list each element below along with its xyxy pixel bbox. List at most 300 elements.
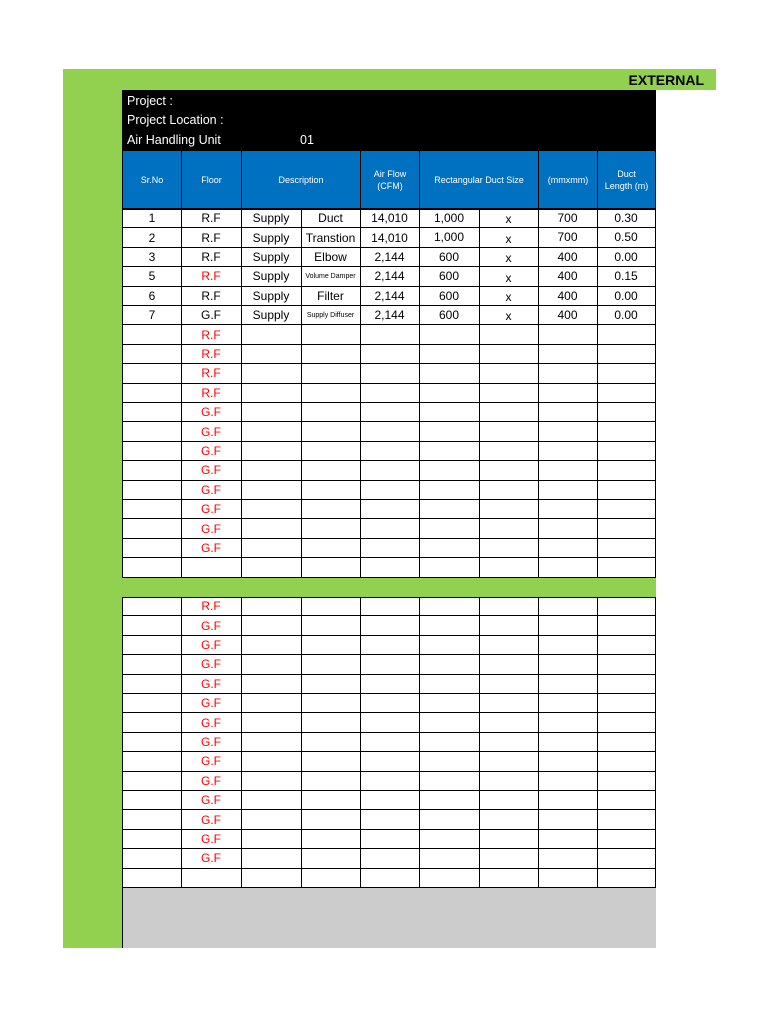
cell-floor[interactable]: G.F (181, 500, 242, 519)
cell-type[interactable] (241, 345, 302, 364)
cell-len[interactable] (597, 481, 656, 500)
cell-floor[interactable]: R.F (181, 597, 242, 616)
cell-len[interactable] (597, 403, 656, 422)
cell-floor[interactable]: G.F (181, 539, 242, 558)
cell-h[interactable] (538, 345, 598, 364)
cell-cfm[interactable]: 14,010 (360, 209, 420, 228)
cell-desc[interactable] (301, 772, 361, 791)
cell-sr[interactable] (122, 869, 182, 888)
cell-cfm[interactable] (360, 713, 420, 732)
cell-type[interactable] (241, 791, 302, 810)
cell-h[interactable] (538, 597, 598, 616)
cell-w[interactable] (419, 345, 480, 364)
cell-w[interactable]: 600 (419, 306, 480, 325)
cell-w[interactable] (419, 810, 480, 829)
cell-cfm[interactable] (360, 830, 420, 849)
cell-desc[interactable] (301, 636, 361, 655)
cell-h[interactable] (538, 422, 598, 441)
cell-x[interactable] (479, 694, 539, 713)
cell-x[interactable] (479, 422, 539, 441)
cell-floor[interactable]: R.F (181, 345, 242, 364)
cell-x[interactable] (479, 791, 539, 810)
cell-sr[interactable] (122, 481, 182, 500)
cell-sr[interactable]: 2 (122, 228, 182, 247)
cell-type[interactable] (241, 364, 302, 383)
cell-h[interactable] (538, 655, 598, 674)
cell-desc[interactable] (301, 849, 361, 868)
cell-floor[interactable]: G.F (181, 772, 242, 791)
cell-x[interactable]: x (479, 306, 539, 325)
cell-desc[interactable] (301, 461, 361, 480)
cell-h[interactable] (538, 869, 598, 888)
cell-cfm[interactable] (360, 772, 420, 791)
cell-len[interactable]: 0.00 (597, 306, 656, 325)
cell-type[interactable]: Supply (241, 228, 302, 247)
cell-h[interactable] (538, 713, 598, 732)
cell-x[interactable] (479, 752, 539, 771)
cell-type[interactable] (241, 810, 302, 829)
cell-cfm[interactable] (360, 500, 420, 519)
cell-type[interactable] (241, 384, 302, 403)
cell-len[interactable] (597, 325, 656, 344)
cell-w[interactable]: 600 (419, 248, 480, 267)
cell-type[interactable] (241, 597, 302, 616)
cell-floor[interactable]: G.F (181, 791, 242, 810)
cell-cfm[interactable]: 2,144 (360, 287, 420, 306)
cell-len[interactable] (597, 869, 656, 888)
cell-cfm[interactable]: 2,144 (360, 306, 420, 325)
cell-len[interactable] (597, 713, 656, 732)
cell-cfm[interactable] (360, 752, 420, 771)
cell-len[interactable]: 0.15 (597, 267, 656, 286)
cell-type[interactable]: Supply (241, 248, 302, 267)
cell-floor[interactable]: G.F (181, 403, 242, 422)
cell-h[interactable]: 700 (538, 209, 598, 228)
cell-floor[interactable] (181, 558, 242, 577)
cell-h[interactable] (538, 325, 598, 344)
cell-w[interactable] (419, 325, 480, 344)
cell-sr[interactable]: 5 (122, 267, 182, 286)
cell-desc[interactable] (301, 519, 361, 538)
cell-w[interactable]: 1,000 (419, 228, 480, 247)
cell-x[interactable] (479, 636, 539, 655)
cell-w[interactable] (419, 675, 480, 694)
cell-desc[interactable] (301, 500, 361, 519)
cell-x[interactable] (479, 830, 539, 849)
cell-type[interactable] (241, 539, 302, 558)
cell-w[interactable] (419, 558, 480, 577)
cell-h[interactable] (538, 616, 598, 635)
cell-desc[interactable] (301, 345, 361, 364)
cell-h[interactable]: 400 (538, 306, 598, 325)
cell-sr[interactable] (122, 422, 182, 441)
cell-h[interactable] (538, 849, 598, 868)
cell-floor[interactable] (181, 869, 242, 888)
cell-desc[interactable]: Supply Diffuser (301, 306, 361, 325)
cell-h[interactable] (538, 675, 598, 694)
cell-x[interactable] (479, 442, 539, 461)
cell-w[interactable] (419, 849, 480, 868)
cell-h[interactable] (538, 772, 598, 791)
cell-type[interactable] (241, 655, 302, 674)
cell-x[interactable] (479, 849, 539, 868)
cell-floor[interactable]: G.F (181, 830, 242, 849)
cell-cfm[interactable] (360, 442, 420, 461)
cell-len[interactable] (597, 772, 656, 791)
cell-len[interactable] (597, 422, 656, 441)
cell-sr[interactable] (122, 733, 182, 752)
cell-type[interactable] (241, 616, 302, 635)
cell-h[interactable] (538, 810, 598, 829)
cell-desc[interactable]: Volume Damper (301, 267, 361, 286)
cell-cfm[interactable] (360, 364, 420, 383)
cell-floor[interactable]: R.F (181, 267, 242, 286)
cell-floor[interactable]: G.F (181, 306, 242, 325)
cell-floor[interactable]: R.F (181, 364, 242, 383)
cell-x[interactable] (479, 655, 539, 674)
cell-cfm[interactable] (360, 597, 420, 616)
cell-desc[interactable] (301, 481, 361, 500)
cell-x[interactable]: x (479, 209, 539, 228)
cell-sr[interactable] (122, 597, 182, 616)
cell-floor[interactable]: G.F (181, 733, 242, 752)
cell-floor[interactable]: R.F (181, 384, 242, 403)
cell-x[interactable]: x (479, 267, 539, 286)
cell-desc[interactable]: Duct (301, 209, 361, 228)
cell-cfm[interactable] (360, 519, 420, 538)
cell-floor[interactable]: G.F (181, 519, 242, 538)
cell-sr[interactable]: 6 (122, 287, 182, 306)
cell-cfm[interactable] (360, 869, 420, 888)
cell-len[interactable] (597, 694, 656, 713)
cell-h[interactable] (538, 364, 598, 383)
cell-w[interactable] (419, 384, 480, 403)
cell-sr[interactable] (122, 713, 182, 732)
cell-len[interactable] (597, 616, 656, 635)
cell-len[interactable] (597, 597, 656, 616)
cell-desc[interactable]: Transtion (301, 228, 361, 247)
cell-x[interactable] (479, 733, 539, 752)
cell-desc[interactable] (301, 713, 361, 732)
cell-len[interactable] (597, 636, 656, 655)
cell-floor[interactable]: G.F (181, 752, 242, 771)
cell-floor[interactable]: R.F (181, 248, 242, 267)
cell-type[interactable]: Supply (241, 306, 302, 325)
cell-type[interactable] (241, 849, 302, 868)
cell-sr[interactable] (122, 442, 182, 461)
cell-len[interactable] (597, 830, 656, 849)
cell-w[interactable] (419, 481, 480, 500)
cell-type[interactable] (241, 869, 302, 888)
cell-cfm[interactable] (360, 849, 420, 868)
cell-floor[interactable]: R.F (181, 209, 242, 228)
cell-h[interactable]: 400 (538, 287, 598, 306)
cell-len[interactable] (597, 752, 656, 771)
cell-w[interactable] (419, 597, 480, 616)
cell-h[interactable] (538, 500, 598, 519)
cell-w[interactable] (419, 791, 480, 810)
cell-sr[interactable] (122, 675, 182, 694)
cell-x[interactable] (479, 325, 539, 344)
cell-cfm[interactable]: 2,144 (360, 248, 420, 267)
cell-len[interactable]: 0.50 (597, 228, 656, 247)
cell-x[interactable] (479, 403, 539, 422)
cell-h[interactable] (538, 636, 598, 655)
cell-sr[interactable] (122, 772, 182, 791)
cell-sr[interactable] (122, 403, 182, 422)
cell-floor[interactable]: G.F (181, 713, 242, 732)
cell-sr[interactable] (122, 655, 182, 674)
cell-desc[interactable] (301, 733, 361, 752)
cell-floor[interactable]: G.F (181, 810, 242, 829)
cell-floor[interactable]: G.F (181, 422, 242, 441)
cell-cfm[interactable] (360, 655, 420, 674)
cell-x[interactable] (479, 519, 539, 538)
cell-x[interactable] (479, 481, 539, 500)
cell-x[interactable] (479, 675, 539, 694)
cell-floor[interactable]: G.F (181, 655, 242, 674)
cell-len[interactable] (597, 849, 656, 868)
cell-len[interactable]: 0.30 (597, 209, 656, 228)
cell-sr[interactable] (122, 384, 182, 403)
cell-x[interactable] (479, 597, 539, 616)
cell-len[interactable] (597, 519, 656, 538)
cell-len[interactable] (597, 345, 656, 364)
cell-len[interactable] (597, 384, 656, 403)
cell-h[interactable] (538, 830, 598, 849)
cell-w[interactable] (419, 830, 480, 849)
cell-desc[interactable] (301, 384, 361, 403)
cell-desc[interactable] (301, 869, 361, 888)
cell-sr[interactable] (122, 616, 182, 635)
cell-w[interactable] (419, 772, 480, 791)
cell-h[interactable] (538, 481, 598, 500)
cell-w[interactable] (419, 694, 480, 713)
cell-cfm[interactable] (360, 616, 420, 635)
cell-cfm[interactable] (360, 461, 420, 480)
cell-w[interactable] (419, 539, 480, 558)
cell-w[interactable] (419, 869, 480, 888)
cell-w[interactable] (419, 655, 480, 674)
cell-sr[interactable] (122, 558, 182, 577)
cell-floor[interactable]: R.F (181, 287, 242, 306)
cell-sr[interactable] (122, 810, 182, 829)
cell-type[interactable]: Supply (241, 287, 302, 306)
cell-h[interactable]: 400 (538, 267, 598, 286)
cell-h[interactable] (538, 791, 598, 810)
cell-floor[interactable]: G.F (181, 461, 242, 480)
cell-desc[interactable] (301, 655, 361, 674)
cell-len[interactable] (597, 791, 656, 810)
cell-sr[interactable] (122, 345, 182, 364)
cell-type[interactable] (241, 500, 302, 519)
cell-h[interactable] (538, 519, 598, 538)
cell-type[interactable] (241, 772, 302, 791)
cell-type[interactable] (241, 733, 302, 752)
cell-len[interactable] (597, 733, 656, 752)
cell-cfm[interactable] (360, 675, 420, 694)
cell-cfm[interactable] (360, 791, 420, 810)
cell-w[interactable] (419, 752, 480, 771)
cell-desc[interactable] (301, 539, 361, 558)
cell-h[interactable] (538, 442, 598, 461)
cell-type[interactable] (241, 558, 302, 577)
cell-w[interactable] (419, 713, 480, 732)
cell-type[interactable]: Supply (241, 267, 302, 286)
cell-sr[interactable]: 7 (122, 306, 182, 325)
cell-x[interactable] (479, 345, 539, 364)
cell-desc[interactable]: Filter (301, 287, 361, 306)
cell-x[interactable] (479, 500, 539, 519)
cell-w[interactable] (419, 500, 480, 519)
cell-sr[interactable] (122, 325, 182, 344)
cell-sr[interactable] (122, 364, 182, 383)
cell-h[interactable] (538, 539, 598, 558)
cell-cfm[interactable] (360, 558, 420, 577)
cell-type[interactable] (241, 325, 302, 344)
cell-type[interactable] (241, 461, 302, 480)
cell-w[interactable] (419, 364, 480, 383)
cell-sr[interactable] (122, 500, 182, 519)
cell-w[interactable]: 600 (419, 267, 480, 286)
cell-desc[interactable] (301, 597, 361, 616)
cell-len[interactable]: 0.00 (597, 248, 656, 267)
cell-cfm[interactable]: 2,144 (360, 267, 420, 286)
cell-desc[interactable] (301, 810, 361, 829)
cell-w[interactable] (419, 519, 480, 538)
cell-desc[interactable] (301, 442, 361, 461)
cell-len[interactable] (597, 461, 656, 480)
cell-floor[interactable]: G.F (181, 442, 242, 461)
cell-desc[interactable] (301, 558, 361, 577)
cell-len[interactable]: 0.00 (597, 287, 656, 306)
cell-x[interactable] (479, 616, 539, 635)
cell-h[interactable] (538, 694, 598, 713)
cell-cfm[interactable] (360, 384, 420, 403)
cell-h[interactable] (538, 403, 598, 422)
cell-len[interactable] (597, 810, 656, 829)
cell-desc[interactable] (301, 675, 361, 694)
cell-cfm[interactable] (360, 539, 420, 558)
cell-desc[interactable] (301, 364, 361, 383)
cell-h[interactable] (538, 733, 598, 752)
cell-sr[interactable]: 1 (122, 209, 182, 228)
cell-sr[interactable] (122, 694, 182, 713)
cell-x[interactable] (479, 713, 539, 732)
cell-w[interactable] (419, 636, 480, 655)
cell-x[interactable]: x (479, 287, 539, 306)
cell-w[interactable] (419, 733, 480, 752)
cell-x[interactable] (479, 772, 539, 791)
cell-cfm[interactable] (360, 481, 420, 500)
cell-x[interactable] (479, 364, 539, 383)
cell-type[interactable] (241, 403, 302, 422)
cell-desc[interactable]: Elbow (301, 248, 361, 267)
cell-type[interactable]: Supply (241, 209, 302, 228)
cell-x[interactable] (479, 810, 539, 829)
cell-cfm[interactable] (360, 810, 420, 829)
cell-len[interactable] (597, 539, 656, 558)
cell-cfm[interactable] (360, 345, 420, 364)
cell-w[interactable] (419, 442, 480, 461)
cell-floor[interactable]: R.F (181, 325, 242, 344)
cell-x[interactable]: x (479, 228, 539, 247)
cell-sr[interactable] (122, 519, 182, 538)
cell-desc[interactable] (301, 422, 361, 441)
cell-sr[interactable] (122, 752, 182, 771)
cell-w[interactable] (419, 403, 480, 422)
cell-len[interactable] (597, 442, 656, 461)
cell-floor[interactable]: R.F (181, 228, 242, 247)
cell-type[interactable] (241, 830, 302, 849)
cell-len[interactable] (597, 558, 656, 577)
cell-desc[interactable] (301, 616, 361, 635)
cell-w[interactable]: 1,000 (419, 209, 480, 228)
cell-w[interactable] (419, 422, 480, 441)
cell-cfm[interactable] (360, 694, 420, 713)
cell-type[interactable] (241, 752, 302, 771)
cell-x[interactable] (479, 869, 539, 888)
cell-desc[interactable] (301, 403, 361, 422)
cell-x[interactable] (479, 558, 539, 577)
cell-sr[interactable] (122, 849, 182, 868)
cell-desc[interactable] (301, 752, 361, 771)
cell-cfm[interactable] (360, 403, 420, 422)
cell-type[interactable] (241, 675, 302, 694)
cell-cfm[interactable] (360, 422, 420, 441)
cell-type[interactable] (241, 519, 302, 538)
cell-cfm[interactable] (360, 636, 420, 655)
cell-x[interactable] (479, 461, 539, 480)
cell-type[interactable] (241, 442, 302, 461)
cell-type[interactable] (241, 422, 302, 441)
cell-w[interactable]: 600 (419, 287, 480, 306)
cell-type[interactable] (241, 481, 302, 500)
cell-sr[interactable] (122, 461, 182, 480)
cell-w[interactable] (419, 616, 480, 635)
cell-len[interactable] (597, 675, 656, 694)
cell-sr[interactable] (122, 539, 182, 558)
cell-h[interactable] (538, 752, 598, 771)
cell-cfm[interactable] (360, 733, 420, 752)
cell-cfm[interactable]: 14,010 (360, 228, 420, 247)
cell-x[interactable] (479, 384, 539, 403)
cell-cfm[interactable] (360, 325, 420, 344)
cell-floor[interactable]: G.F (181, 694, 242, 713)
cell-sr[interactable] (122, 636, 182, 655)
cell-x[interactable] (479, 539, 539, 558)
cell-sr[interactable]: 3 (122, 248, 182, 267)
cell-floor[interactable]: G.F (181, 849, 242, 868)
cell-floor[interactable]: G.F (181, 616, 242, 635)
cell-desc[interactable] (301, 325, 361, 344)
cell-type[interactable] (241, 694, 302, 713)
cell-len[interactable] (597, 364, 656, 383)
cell-sr[interactable] (122, 791, 182, 810)
cell-h[interactable] (538, 558, 598, 577)
cell-floor[interactable]: G.F (181, 481, 242, 500)
cell-type[interactable] (241, 713, 302, 732)
cell-floor[interactable]: G.F (181, 675, 242, 694)
cell-h[interactable]: 400 (538, 248, 598, 267)
cell-x[interactable]: x (479, 248, 539, 267)
cell-desc[interactable] (301, 791, 361, 810)
cell-h[interactable] (538, 461, 598, 480)
cell-len[interactable] (597, 500, 656, 519)
cell-desc[interactable] (301, 830, 361, 849)
cell-len[interactable] (597, 655, 656, 674)
cell-type[interactable] (241, 636, 302, 655)
